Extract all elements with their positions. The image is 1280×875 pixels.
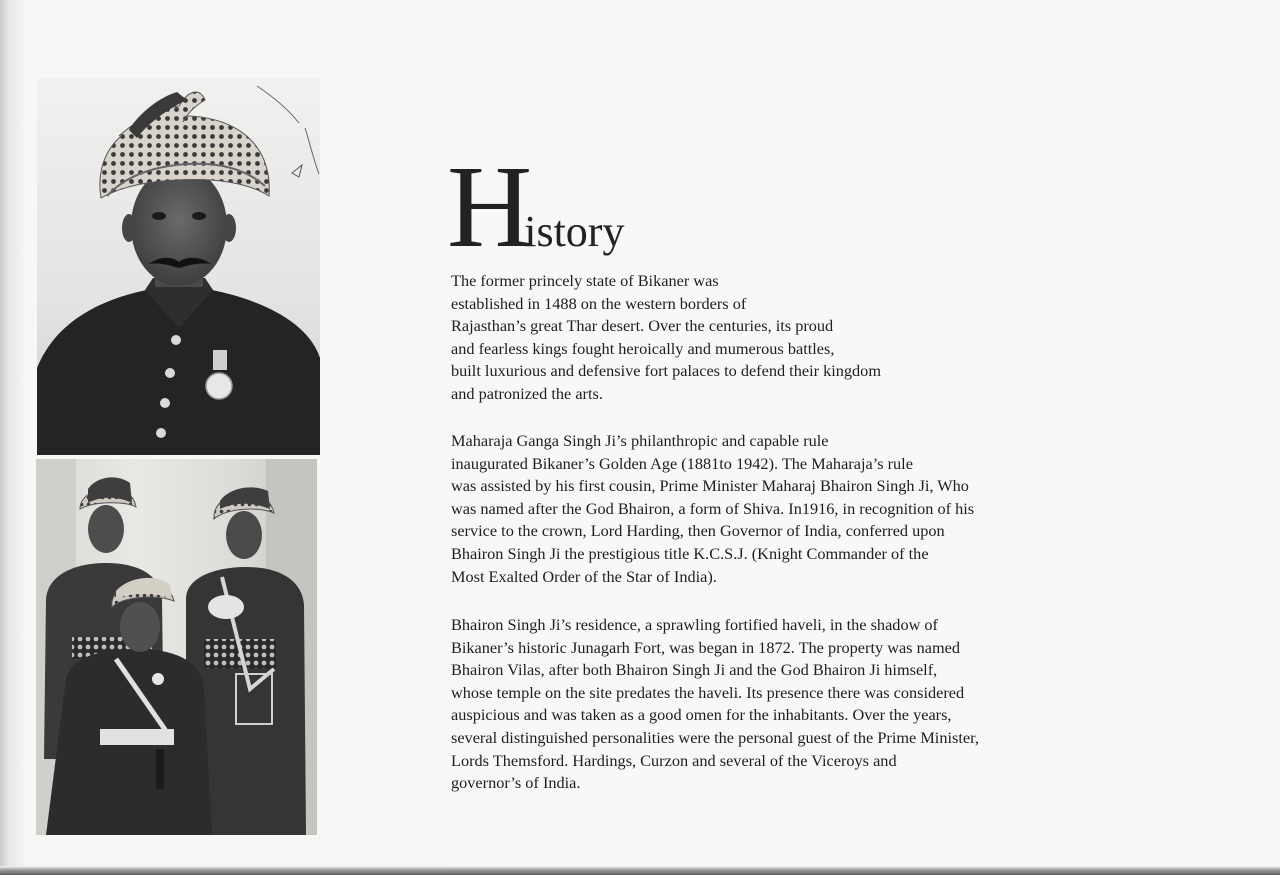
text-line: Maharaja Ganga Singh Ji’s philanthropic and capable rule <box>451 431 829 450</box>
text-line: Bhairon Singh Ji the prestigious title K.C.S.J. (Knight Commander of the <box>451 543 929 563</box>
text-line: Rajasthan’s great Thar desert. Over the centuries, its proud <box>451 316 834 336</box>
paragraph-bhairon-vilas <box>451 614 979 795</box>
text-line: and fearless kings fought heroically and mumerous battles, <box>451 338 835 358</box>
page-bottom-edge <box>0 866 1280 875</box>
text-line: Bikaner’s historic Junagarh Fort, was began in 1872. The property was named <box>451 637 960 657</box>
title-initial: H <box>447 141 531 272</box>
text-line: inaugurated Bikaner’s Golden Age (1881to 1942). The Maharaja’s rule <box>451 453 913 473</box>
title-rest: istory <box>524 207 625 256</box>
portrait-photo <box>37 78 320 455</box>
text-line: governor’s of India. <box>451 773 581 793</box>
paragraph-bikaner-founding <box>451 270 881 406</box>
text-line: Bhairon Vilas, after both Bhairon Singh Ji and the God Bhairon Ji himself, <box>451 660 938 680</box>
text-line: auspicious and was taken as a good omen for the inhabitants. Over the years, <box>451 705 952 725</box>
text-line: Most Exalted Order of the Star of India). <box>451 566 717 586</box>
text-line: and patronized the arts. <box>451 383 603 403</box>
text-line: built luxurious and defensive fort palaces to defend their kingdom <box>451 361 881 381</box>
text-line: whose temple on the site predates the haveli. Its presence there was considered <box>451 682 965 702</box>
paragraph-golden-age <box>451 430 974 588</box>
text-line: Lords Themsford. Hardings, Curzon and several of the Viceroys and <box>451 750 897 770</box>
text-line: was assisted by his first cousin, Prime Minister Maharaj Bhairon Singh Ji, Who <box>451 476 969 496</box>
text-line: Bhairon Singh Ji’s residence, a sprawling fortified haveli, in the shadow of <box>451 615 938 634</box>
text-line: service to the crown, Lord Harding, then Governor of India, conferred upon <box>451 521 945 541</box>
text-line: several distinguished personalities were the personal guest of the Prime Minister, <box>451 727 979 747</box>
text-line: The former princely state of Bikaner was <box>451 271 719 290</box>
group-photo <box>36 459 317 835</box>
page-title <box>447 141 625 272</box>
text-line: established in 1488 on the western borders of <box>451 293 747 313</box>
text-line: was named after the God Bhairon, a form of Shiva. In1916, in recognition of his <box>451 498 975 518</box>
